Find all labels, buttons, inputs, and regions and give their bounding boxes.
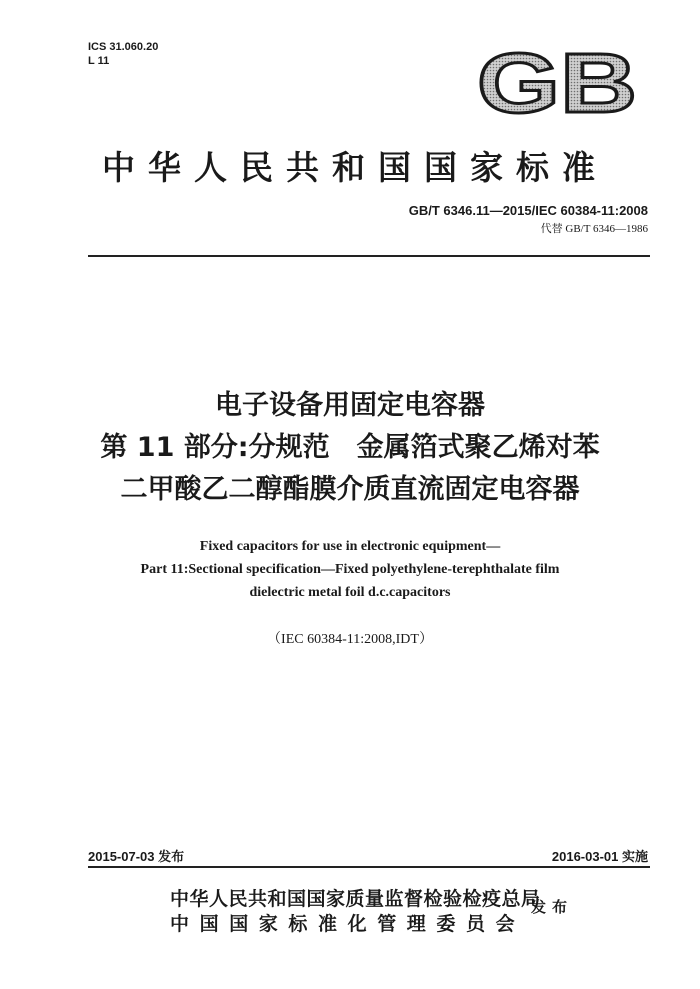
gb-logo — [474, 48, 640, 118]
top-divider — [88, 255, 650, 257]
ccs-code: L 11 — [88, 55, 110, 67]
issuer-sac: 中国国家标准化管理委员会 — [170, 913, 526, 935]
title-cn-line-2: 第 11 部分:分规范 金属箔式聚乙烯对苯 — [100, 432, 600, 463]
bottom-divider — [88, 866, 650, 868]
adoption-note: （IEC 60384-11:2008,IDT） — [267, 632, 433, 647]
publish-date: 2015-07-03 发布 — [88, 849, 185, 864]
standard-number: GB/T 6346.11—2015/IEC 60384-11:2008 — [408, 203, 648, 218]
ics-code: ICS 31.060.20 — [88, 41, 159, 53]
publish-label: 发布 — [531, 898, 574, 916]
title-en-line-2: Part 11:Sectional specification—Fixed polyethylene-terephthalate film — [140, 562, 560, 577]
standard-type-title: 中华人民共和国国家标准 — [102, 148, 608, 187]
title-en-line-3: dielectric metal foil d.c.capacitors — [249, 585, 451, 600]
title-cn-line-1: 电子设备用固定电容器 — [215, 390, 485, 421]
classification-codes — [88, 40, 158, 68]
title-cn-line-3: 二甲酸乙二醇酯膜介质直流固定电容器 — [120, 474, 580, 505]
gb-logo-text: GB — [477, 48, 637, 118]
issuer-aqsiq: 中华人民共和国国家质量监督检验检疫总局 — [170, 888, 541, 910]
implement-date: 2016-03-01 实施 — [551, 849, 648, 864]
replaces-note: 代替 GB/T 6346—1986 — [540, 223, 648, 235]
title-en-line-1: Fixed capacitors for use in electronic equipment— — [199, 539, 501, 554]
